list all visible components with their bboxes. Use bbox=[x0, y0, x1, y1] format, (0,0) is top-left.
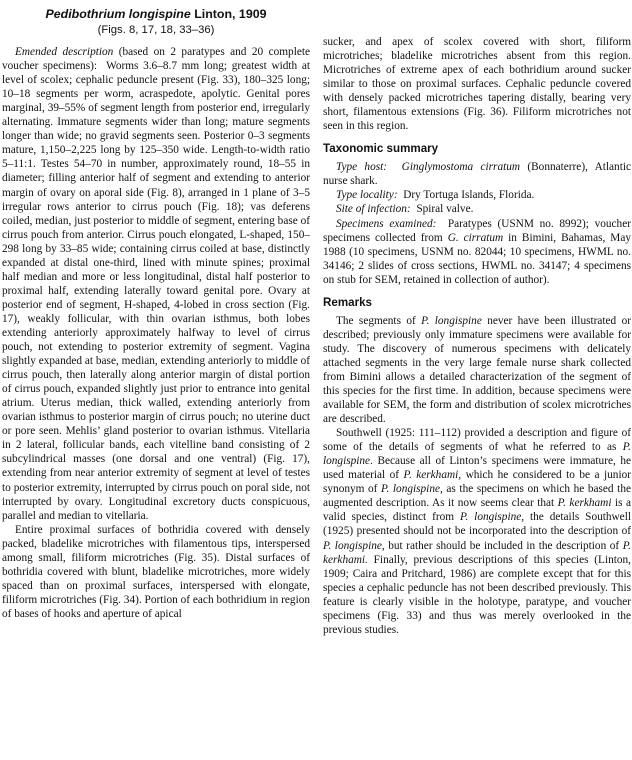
species-name: Pedibothrium longispine bbox=[45, 7, 191, 21]
text-run: . Because all of Linton’s specimens were immature, he used material of bbox=[323, 455, 631, 482]
text-run: but rather should be included in the description of bbox=[384, 539, 623, 552]
italic-text-run: Type host: bbox=[336, 161, 388, 174]
paragraph bbox=[323, 202, 631, 216]
article-title bbox=[2, 7, 310, 22]
text-run: which he considered to be a junior synonym of bbox=[323, 469, 631, 496]
paragraph bbox=[2, 45, 310, 523]
text-run: Paratypes (USNM no. 8992); voucher specimens collected from bbox=[323, 217, 631, 244]
left-column-text bbox=[2, 45, 310, 621]
left-column bbox=[2, 5, 310, 637]
italic-text-run: P. kerkhami, bbox=[403, 469, 462, 482]
text-run: Finally, previous descriptions of this species (Linton, 1909; Caira and Pritchard, 1986) are complete except that for this species a cephalic peduncle has not been described previously. This feature is clearly visible in the holotype, paratype, and voucher specimens (Fig. 33) and thus was merely overlooked in the previous studies. bbox=[323, 553, 631, 636]
italic-text-run: G. cirratum bbox=[447, 231, 504, 244]
title-authority: Linton, 1909 bbox=[194, 7, 267, 21]
text-run: is a valid species, distinct from bbox=[323, 497, 631, 524]
text-run: Southwell (1925: 111–112) provided a description and figure of some of the details of segments of what he referred to as bbox=[323, 427, 631, 454]
text-run: Dry Tortuga Islands, Florida. bbox=[397, 189, 535, 202]
paragraph bbox=[323, 160, 631, 188]
text-run: the details Southwell (1925) presented should not be incorporated into the description of bbox=[323, 511, 631, 538]
italic-text-run: P. longispine bbox=[323, 441, 631, 468]
text-run: never have been illustrated or described; previously only immature specimens were available for study. The discovery of numerous specimens with delicately attached segments in the very large female nurse shark collected from Bimini allows a detailed characterization of the segment of this species for the first time. In addition, because specimens were available for SEM, the form and distribution of scolex microtriches are described. bbox=[323, 314, 631, 426]
italic-text-run: Type locality: bbox=[336, 189, 398, 202]
text-run: (based on 2 paratypes and 20 complete voucher specimens): Worms 3.6–8.7 mm long; greatest width at level of scolex; cephalic peduncle present (Fig. 33), 180–325 long; 10–18 segments per worm, acraspedote, apolytic. Genital pores marginal, 39–55% of segment length from posterior end, irregularly alternating. Immature segments wider than long; mature segments longer than wide; no gravid segments seen. Posterior 0–3 segments mature, 1,150–2,225 long by 125–350 wide. Length-to-width ratio 5–11:1. Testes 54–70 in number, approximately round, 18–55 in diameter; filling anterior half of segment and extending to anterior margin of ovary on aporal side (Fig. 8), arranged in 1 plane of 3–5 irregular rows anterior to cirrus pouch (Fig. 18); vas deferens coiled, median, just posterior to middle of segment, entering base of cirrus pouch from anterior. Cirrus pouch elongated, L-shaped, 150–298 long by 33–85 wide; containing cirrus coiled at base, distinctly expanded at distal one-third, lined with minute spines; proximal half median and more or less longitudinal, distal half posterior to proximal half, extending laterally toward genital pore. Ovary at posterior end of segment, H-shaped, 4-lobed in cross section (Fig. 17), weakly follicular, with thin ovarian isthmus, both lobes extending anteriorly approximately halfway to level of cirrus pouch, not extending to posterior extremity of segment. Vagina slightly expanded at base, median, extending anteriorly to middle of cirrus pouch, then laterally along anterior margin of distal portion of cirrus pouch, expanded slightly just prior to entrance into genital atrium. Uterus median, thick walled, extending anteriorly from ovarian isthmus to posterior margin of cirrus pouch; no uterine duct or pore seen. Mehlis’ gland posterior to ovarian isthmus. Vitellaria in 2 lateral, follicular bands, each vitelline band consisting of 2 subcylindrical masses (one dorsal and one ventral) (Fig. 17), extending from near anterior extremity of segment at level of testes to posterior extremity, interrupted by cirrus pouch on poral side, not interrupted by ovary. Longitudinal excretory ducts conspicuous, parallel and median to vitellaria. bbox=[2, 46, 311, 522]
section-heading: Remarks bbox=[323, 295, 372, 309]
paragraph bbox=[323, 314, 631, 426]
italic-text-run: P. longispine, bbox=[459, 511, 525, 524]
text-run: sucker, and apex of scolex covered with short, filiform microtriches; bladelike microtriches absent from this region. Microtriches of extreme apex of each bothridium around sucker similar to those on proximal surfaces. Cephalic peduncle covered with densely packed microtriches tapering distally, bearing very short, filamentous extensions (Fig. 36). Filiform microtriches not seen in this region. bbox=[323, 36, 631, 133]
paragraph bbox=[323, 217, 631, 287]
italic-text-run: Specimens examined: bbox=[336, 217, 437, 230]
paragraph bbox=[323, 35, 631, 133]
italic-text-run: P. longispine bbox=[421, 314, 482, 327]
text-run: (Bonnaterre), Atlantic nurse shark. bbox=[323, 161, 631, 188]
italic-text-run: P. kerkhami bbox=[557, 497, 612, 510]
text-run: The segments of bbox=[336, 314, 422, 327]
paragraph bbox=[323, 426, 631, 637]
paragraph bbox=[2, 523, 310, 621]
italic-text-run: Site of infection: bbox=[336, 203, 411, 216]
italic-text-run: P. longispine, bbox=[323, 539, 385, 552]
paragraph bbox=[323, 188, 631, 202]
italic-text-run: Emended description bbox=[15, 46, 114, 59]
figures-reference: (Figs. 8, 17, 18, 33–36) bbox=[97, 24, 215, 36]
title-block bbox=[2, 7, 310, 37]
text-run: in Bimini, Bahamas, May 1988 (10 specimens, USNM no. 82044; 10 specimens, HWML no. 34146; 2 slides of cross sections, HWML no. 34147; 4 specimens on stub for SEM, retained in collection of author). bbox=[323, 231, 631, 286]
text-run: as the specimens on which he based the augmented description. As it now seems clear that bbox=[323, 483, 631, 510]
right-column-text bbox=[323, 35, 631, 637]
text-run bbox=[387, 161, 402, 173]
italic-text-run: Ginglymostoma cirratum bbox=[401, 161, 521, 174]
section-heading: Taxonomic summary bbox=[323, 142, 439, 156]
text-run: Spiral valve. bbox=[410, 203, 474, 216]
text-run: Entire proximal surfaces of bothridia covered with densely packed, bladelike microtriches with filamentous tips, interspersed among small, filiform microtriches (Fig. 35). Distal surfaces of bothridia covered with blunt, bladelike microtriches, more widely spaced than on proximal surfaces, interspersed with elongate, filiform microtriches (Fig. 34). Portion of each bothridium in region of bases of hooks and aperture of apical bbox=[2, 523, 310, 620]
italic-text-run: P. kerkhami. bbox=[323, 539, 631, 566]
italic-text-run: P. longispine, bbox=[381, 483, 443, 496]
right-column bbox=[323, 5, 631, 637]
